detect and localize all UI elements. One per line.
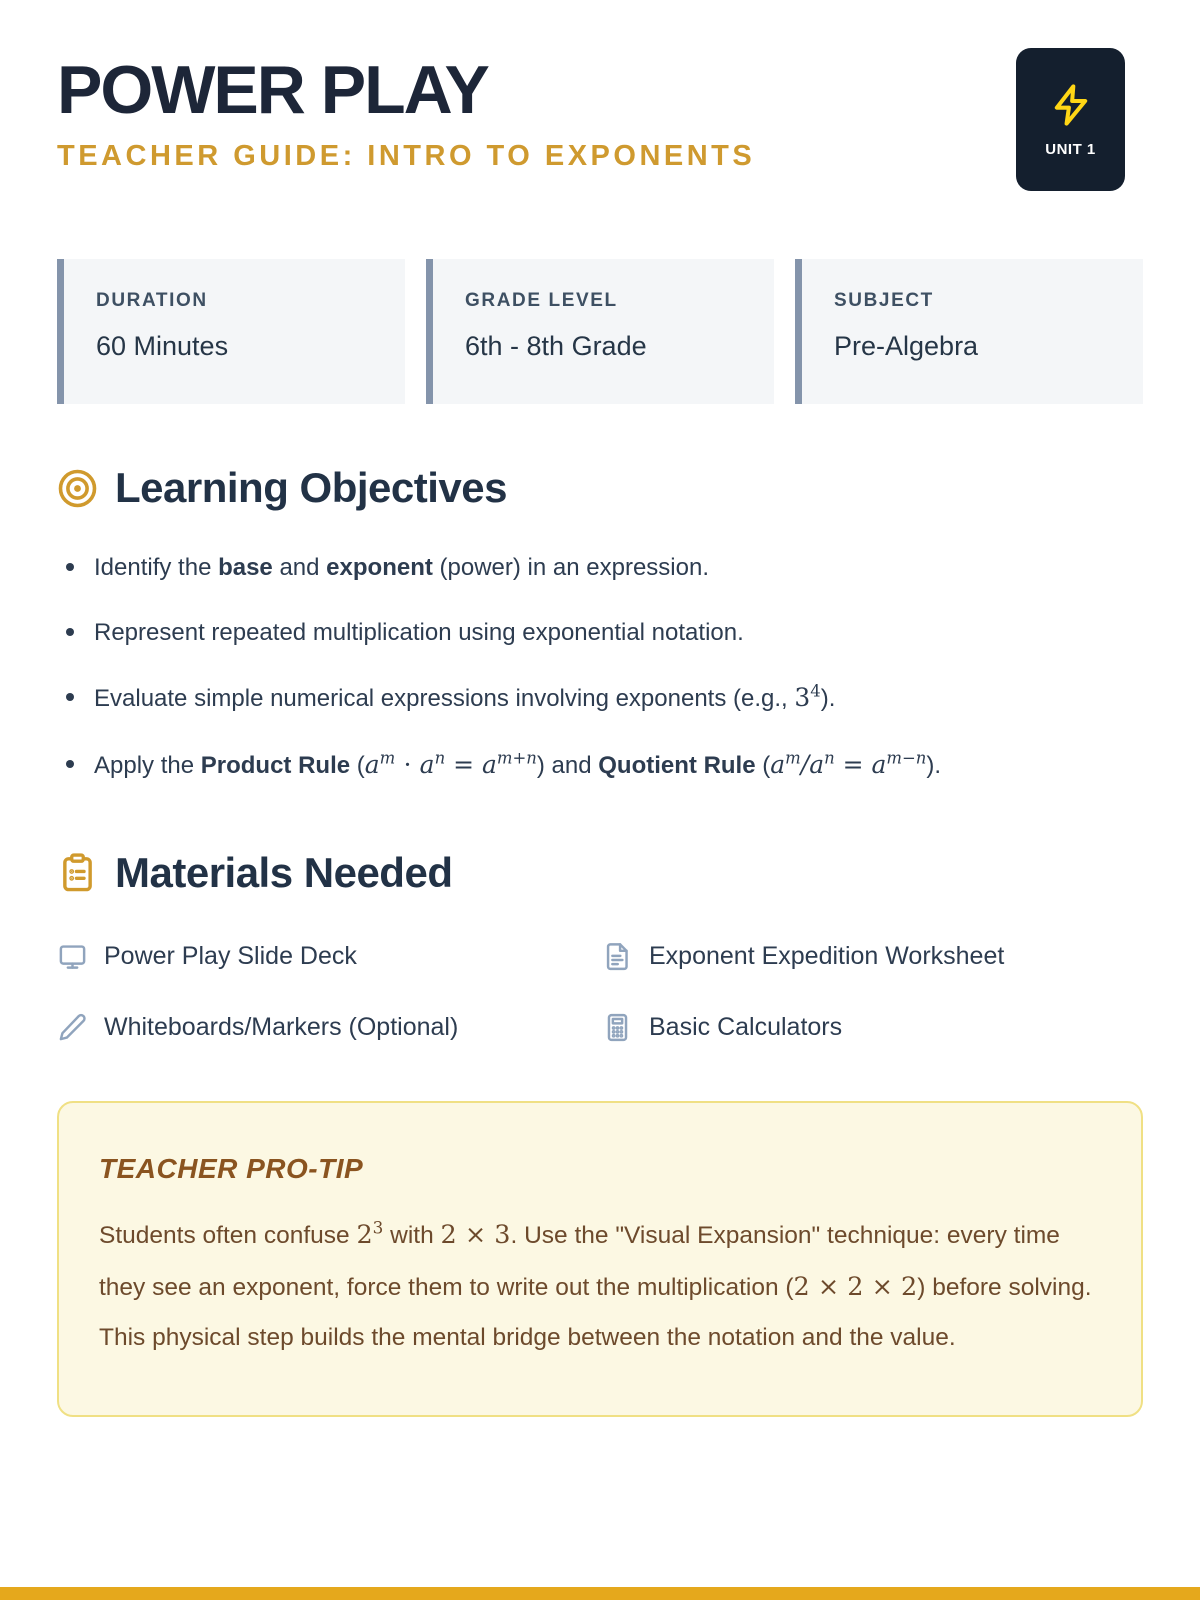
section-heading-text: Materials Needed <box>115 848 453 896</box>
meta-card-label: SUBJECT <box>834 290 934 311</box>
meta-card-value: 6th - 8th Grade <box>465 331 647 361</box>
objective-item: Represent repeated multiplication using exponential notation. <box>57 614 1143 651</box>
meta-card-label: GRADE LEVEL <box>465 290 618 311</box>
unit-badge-label: UNIT 1 <box>1045 140 1096 158</box>
monitor-icon <box>57 941 88 972</box>
teacher-pro-tip-box <box>57 1101 1143 1418</box>
document-icon <box>602 941 633 972</box>
objectives-list <box>57 549 1143 785</box>
meta-card-grade-level <box>426 259 774 404</box>
meta-card-value: 60 Minutes <box>96 331 229 361</box>
page-title: POWER PLAY <box>57 52 488 128</box>
learning-objectives-heading <box>57 464 1143 512</box>
material-label: Whiteboards/Markers (Optional) <box>104 1012 459 1041</box>
meta-card-subject <box>795 259 1143 404</box>
material-item <box>602 1012 1143 1043</box>
materials-grid <box>57 941 1143 1043</box>
objective-item: Evaluate simple numerical expressions involving exponents (e.g., $3^4$). <box>57 679 1143 718</box>
pencil-icon <box>57 1012 88 1043</box>
material-item <box>57 1012 602 1043</box>
target-icon <box>57 468 98 509</box>
materials-section <box>57 849 1143 1043</box>
objective-item: Apply the Product Rule $(a^m \cdot a^n = a^{m+n})$ and Quotient Rule $(a^m/a^n = a^{m-n})$. <box>57 746 1143 785</box>
calculator-icon <box>602 1012 633 1043</box>
learning-objectives-section <box>57 464 1143 785</box>
meta-card-duration <box>57 259 405 404</box>
section-heading-text: Learning Objectives <box>115 464 507 511</box>
meta-card-value: Pre-Algebra <box>834 331 979 361</box>
material-item <box>602 941 1143 972</box>
unit-badge <box>1016 48 1125 191</box>
meta-cards <box>57 259 1143 404</box>
objective-item: Identify the base and exponent (power) in an expression. <box>57 549 1143 586</box>
pro-tip-heading: TEACHER PRO-TIP <box>99 1152 364 1184</box>
header <box>57 52 1143 173</box>
material-label: Basic Calculators <box>649 1012 843 1041</box>
clipboard-icon <box>57 852 98 893</box>
bottom-accent-bar <box>0 1587 1200 1600</box>
material-label: Power Play Slide Deck <box>104 941 357 970</box>
material-item <box>57 941 602 972</box>
material-label: Exponent Expedition Worksheet <box>649 941 1005 970</box>
materials-heading <box>57 849 1143 897</box>
lightning-icon <box>1048 82 1094 128</box>
meta-card-label: DURATION <box>96 290 208 311</box>
page-subtitle: TEACHER GUIDE: INTRO TO EXPONENTS <box>57 140 756 172</box>
pro-tip-body: Students often confuse $2^3$ with 2 × 3. Use the "Visual Expansion" technique: every time they see an exponent, force them to write out the multiplication (2 × 2 × 2) before solving. This physical step builds the mental bridge between the notation and the value. <box>99 1217 1092 1352</box>
